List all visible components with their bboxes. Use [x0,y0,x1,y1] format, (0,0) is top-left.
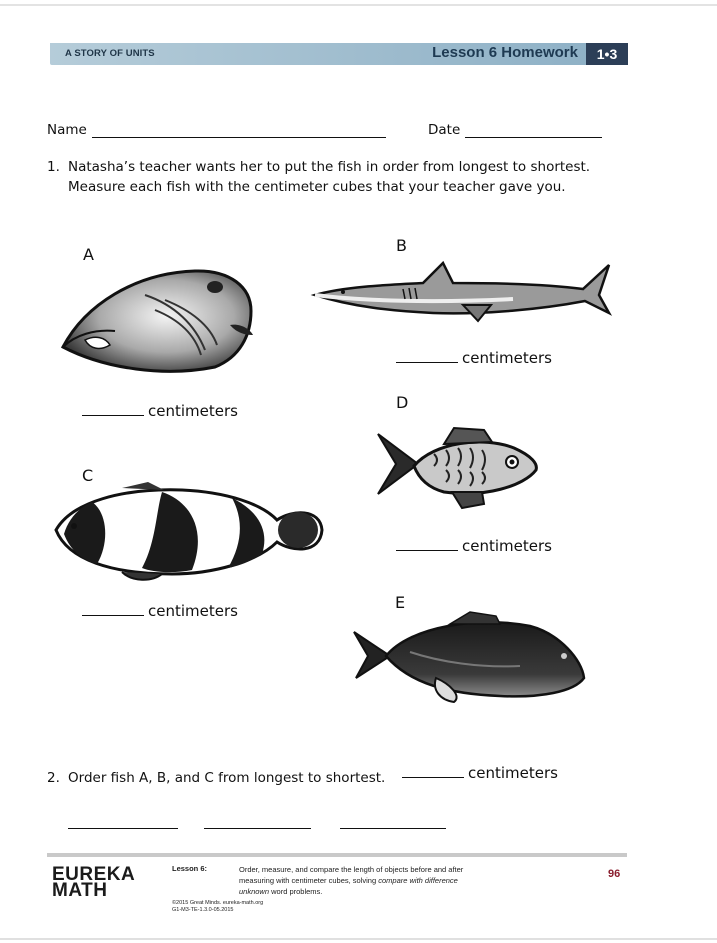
copyright-line-1: ©2015 Great Minds. eureka-math.org [172,900,264,906]
footer-copyright [172,900,263,914]
question-1-line-1: Natasha’s teacher wants her to put the fish in order from longest to shortest. [68,159,591,175]
question-1-line-2: Measure each fish with the centimeter cubes that your teacher gave you. [68,179,566,195]
footer-desc-line-3a: unknown [239,887,270,896]
fish-c-unit: centimeters [148,602,238,620]
module-badge: 1•3 [586,43,628,65]
order-blank-2[interactable] [204,828,311,829]
eureka-math-logo [52,864,136,901]
order-blank-1[interactable] [68,828,178,829]
date-label: Date [428,122,461,138]
fish-c-label: C [82,466,94,485]
footer-desc-line-3b: word problems. [269,887,323,896]
copyright-line-2: G1-M3-TE-1.3.0-05.2015 [172,907,234,913]
fish-b-measure [396,349,552,367]
footer-desc-line-2b: compare with difference [378,876,458,885]
fish-b-label: B [396,236,407,255]
logo-line-1: EUREKA [52,864,136,885]
shark-icon [313,255,613,325]
fish-a-answer-blank[interactable] [82,415,144,416]
name-label: Name [47,122,87,138]
question-2-number: 2. [47,770,60,786]
fish-a-unit: centimeters [148,402,238,420]
page-top-rule [0,4,717,6]
page-bottom-rule [0,938,717,940]
fish-d-measure [396,537,552,555]
fish-d-label: D [396,393,409,412]
fish-a-label: A [83,245,94,264]
fish-e-label: E [395,593,406,612]
fish-a-measure [82,402,238,420]
question-2-measure [402,764,558,782]
fish-c-measure [82,602,238,620]
fish-d-answer-blank[interactable] [396,550,458,551]
series-title: A STORY OF UNITS [65,48,155,59]
question-2-text: Order fish A, B, and C from longest to shortest. [68,770,386,786]
fish-b-answer-blank[interactable] [396,362,458,363]
footer-rule [47,853,627,857]
butterflyfish-icon [55,265,265,377]
fish-d-unit: centimeters [462,537,552,555]
footer-lesson-label: Lesson 6: [172,864,208,873]
footer-description [239,864,569,897]
scaled-fish-icon [374,424,542,510]
question-2-answer-blank[interactable] [402,777,464,778]
logo-line-2: MATH [52,880,108,901]
question-2-unit: centimeters [468,764,558,782]
page-number: 96 [608,868,621,880]
footer-desc-line-2a: measuring with centimeter cubes, solving [239,876,379,885]
fish-c-answer-blank[interactable] [82,615,144,616]
fish-b-unit: centimeters [462,349,552,367]
dark-fish-icon [350,612,590,704]
footer-desc-line-1: Order, measure, and compare the length of objects before and after [239,865,464,874]
name-field[interactable] [92,137,386,138]
lesson-title: Lesson 6 Homework [432,44,578,61]
question-1-number: 1. [47,159,60,175]
clownfish-icon [52,482,324,582]
date-field[interactable] [465,137,602,138]
order-blank-3[interactable] [340,828,446,829]
